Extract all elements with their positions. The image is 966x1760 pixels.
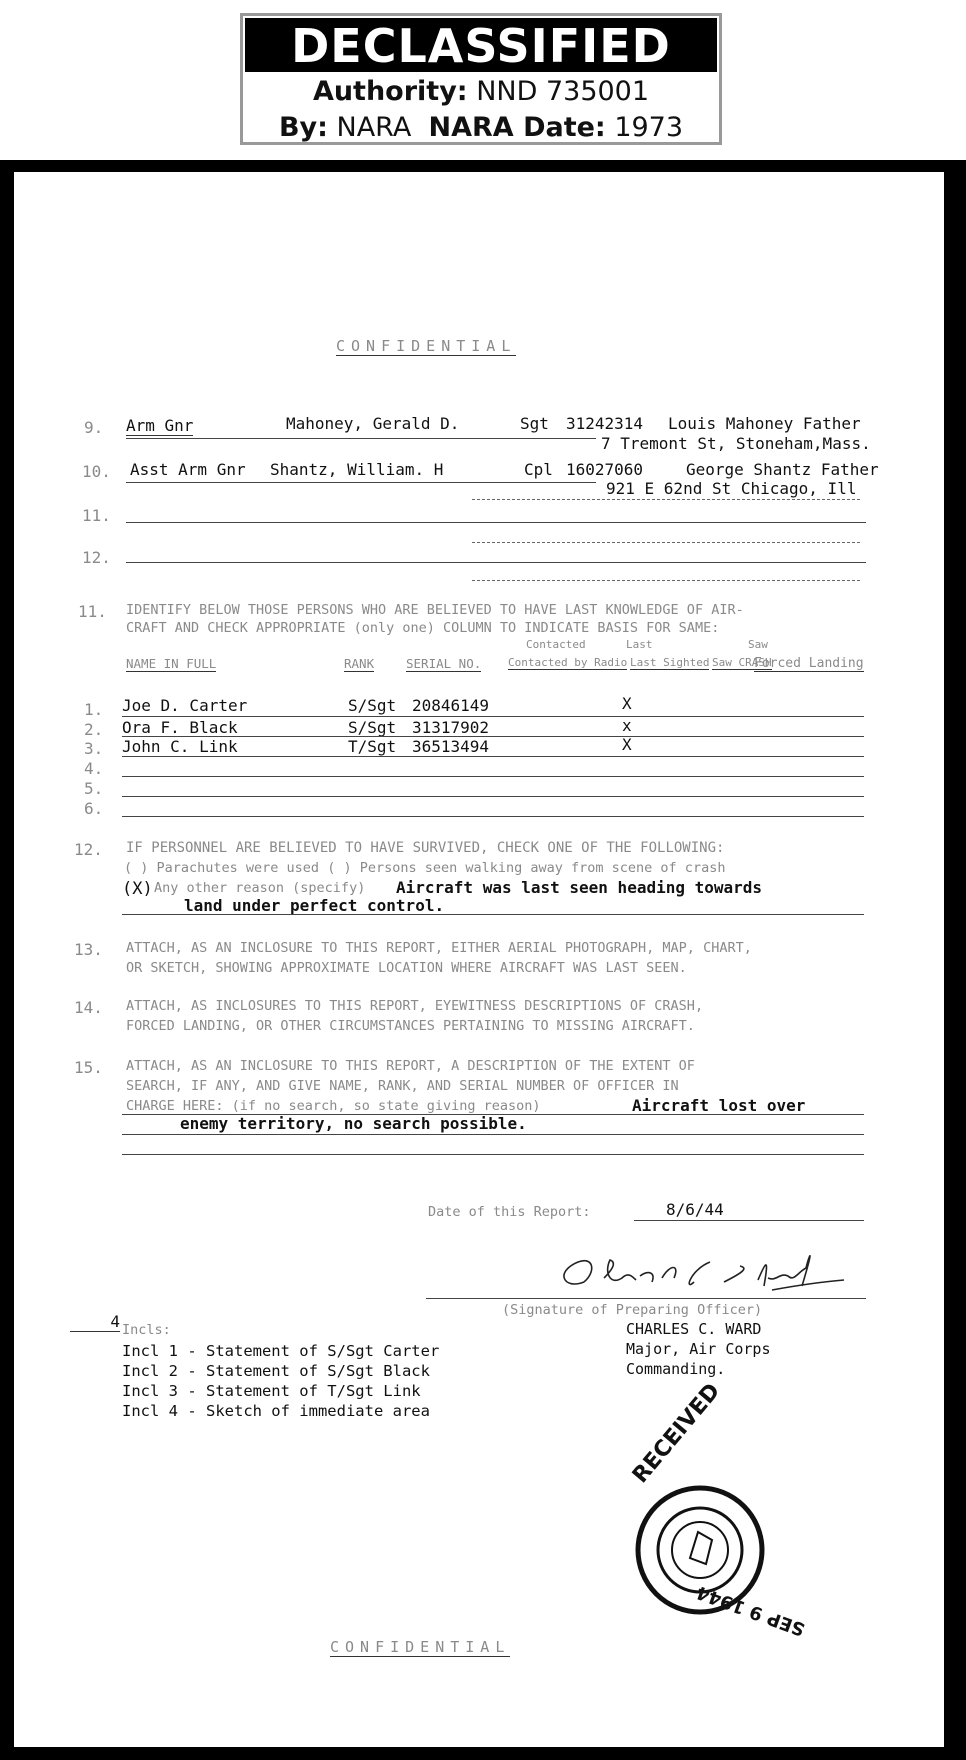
inclosure-item: Incl 1 - Statement of S/Sgt Carter (122, 1342, 440, 1360)
item12-answer: land under perfect control. (184, 896, 445, 915)
item12-line1: IF PERSONNEL ARE BELIEVED TO HAVE SURVIVED, CHECK ONE OF THE FOLLOWING: (126, 840, 725, 856)
column-header: SERIAL NO. (406, 656, 482, 671)
witness-serial: 31317902 (412, 718, 490, 737)
row-number: 1. (84, 700, 104, 719)
banner-title: DECLASSIFIED (245, 18, 717, 72)
footer-classification: CONFIDENTIAL (330, 1638, 511, 1656)
report-date-value: 8/6/44 (666, 1200, 724, 1219)
inclosures-label: Incls: (122, 1322, 171, 1338)
column-header: NAME IN FULL (126, 656, 217, 671)
table-row-line (122, 716, 864, 717)
crew-position: Arm Gnr (126, 416, 194, 435)
crew-serial: 31242314 (566, 414, 644, 433)
item15-line3: CHARGE HERE: (if no search, so state giving reason) (126, 1098, 541, 1114)
column-header: Forced Landing (754, 656, 864, 671)
answer-line (122, 1154, 864, 1155)
item13-line2: OR SKETCH, SHOWING APPROXIMATE LOCATION WHERE AIRCRAFT WAS LAST SEEN. (126, 960, 687, 976)
witness-serial: 20846149 (412, 696, 490, 715)
item-number: 11. (78, 602, 107, 621)
witness-rank: S/Sgt (348, 696, 397, 715)
scanned-page-background (0, 160, 966, 1760)
officer-command: Commanding. (626, 1360, 726, 1378)
date-line (634, 1220, 864, 1221)
row-number: 4. (84, 759, 104, 778)
crew-line (126, 522, 866, 523)
crew-rank: Sgt (520, 414, 549, 433)
crew-next-of-kin: Louis Mahoney Father (668, 414, 861, 433)
signature-caption: (Signature of Preparing Officer) (502, 1302, 763, 1318)
banner-authority: Authority: NND 735001 (312, 76, 650, 107)
crew-rank: Cpl (524, 460, 553, 479)
column-over-label: Contacted (526, 638, 586, 651)
item15-answer: enemy territory, no search possible. (180, 1114, 527, 1133)
crew-serial: 16027060 (566, 460, 644, 479)
crew-position: Asst Arm Gnr (130, 460, 246, 479)
answer-line (122, 1114, 864, 1115)
row-number: 6. (84, 799, 104, 818)
table-row-line (122, 756, 864, 757)
crew-address: 921 E 62nd St Chicago, Ill (606, 479, 857, 498)
officer-name: CHARLES C. WARD (626, 1320, 762, 1338)
crew-name: Mahoney, Gerald D. (286, 414, 460, 433)
row-number: 2. (84, 720, 104, 739)
other-reason-label: Any other reason (specify) (154, 880, 366, 896)
witness-check-mark: X (622, 735, 632, 754)
witness-check-mark: x (622, 716, 632, 735)
witness-name: Ora F. Black (122, 718, 238, 737)
row-number: 5. (84, 779, 104, 798)
inclosure-count: 4 (70, 1312, 120, 1332)
crew-name: Shantz, William. H (270, 460, 444, 479)
stamp-date-text: SEP 9 1944 (693, 1581, 808, 1640)
officer-title: Major, Air Corps (626, 1340, 771, 1358)
witness-rank: S/Sgt (348, 718, 397, 737)
witness-rank: T/Sgt (348, 737, 397, 756)
item15-line1: ATTACH, AS AN INCLOSURE TO THIS REPORT, A DESCRIPTION OF THE EXTENT OF (126, 1058, 695, 1074)
declassified-banner (240, 13, 722, 145)
crew-address: 7 Tremont St, Stoneham,Mass. (601, 434, 871, 453)
item11-line2: CRAFT AND CHECK APPROPRIATE (only one) COLUMN TO INDICATE BASIS FOR SAME: (126, 620, 720, 636)
table-row-line (122, 796, 864, 797)
header-classification: CONFIDENTIAL (336, 337, 517, 355)
other-reason-check: (X) (122, 879, 153, 899)
column-over-label: Saw (748, 638, 768, 651)
report-sheet (14, 172, 944, 1747)
witness-check-mark: X (622, 694, 632, 713)
report-date-label: Date of this Report: (428, 1204, 591, 1220)
item-number: 14. (74, 998, 103, 1017)
handwritten-signature (544, 1242, 864, 1306)
crew-next-of-kin: George Shantz Father (686, 460, 879, 479)
column-over-label: Last (626, 638, 653, 651)
item-number: 15. (74, 1058, 103, 1077)
table-row-line (122, 776, 864, 777)
column-header: RANK (344, 656, 375, 671)
item13-line1: ATTACH, AS AN INCLOSURE TO THIS REPORT, EITHER AERIAL PHOTOGRAPH, MAP, CHART, (126, 940, 752, 956)
item14-line1: ATTACH, AS INCLOSURES TO THIS REPORT, EYEWITNESS DESCRIPTIONS OF CRASH, (126, 998, 704, 1014)
column-header: Last Sighted (630, 656, 710, 669)
column-header: Saw CRASH (712, 656, 772, 669)
answer-line (122, 1134, 864, 1135)
row-number: 3. (84, 739, 104, 758)
crew-row-number: 11. (82, 506, 111, 525)
inclosure-item: Incl 2 - Statement of S/Sgt Black (122, 1362, 430, 1380)
crew-line (126, 482, 596, 483)
stamp-received-text: RECEIVED (628, 1378, 726, 1489)
table-row-line (122, 816, 864, 817)
item11-line1: IDENTIFY BELOW THOSE PERSONS WHO ARE BELIEVED TO HAVE LAST KNOWLEDGE OF AIR- (126, 602, 744, 618)
crew-row-number: 9. (84, 418, 104, 437)
answer-line (122, 914, 864, 915)
crew-line (126, 438, 596, 439)
item12-options: ( ) Parachutes were used ( ) Persons seen walking away from scene of crash (124, 860, 726, 876)
address-line (472, 499, 860, 500)
witness-name: John C. Link (122, 737, 238, 756)
banner-by: By: NARA NARA Date: 1973 (278, 112, 684, 143)
address-line (472, 542, 860, 543)
inclosure-item: Incl 3 - Statement of T/Sgt Link (122, 1382, 421, 1400)
item15-answer: Aircraft lost over (632, 1096, 806, 1115)
address-line (472, 580, 860, 581)
received-stamp (624, 1378, 864, 1672)
witness-name: Joe D. Carter (122, 696, 248, 715)
item14-line2: FORCED LANDING, OR OTHER CIRCUMSTANCES PERTAINING TO MISSING AIRCRAFT. (126, 1018, 695, 1034)
inclosure-item: Incl 4 - Sketch of immediate area (122, 1402, 430, 1420)
column-header: Contacted by Radio (508, 656, 628, 669)
stamp-seal-icon (624, 1432, 864, 1672)
item-number: 13. (74, 940, 103, 959)
item12-answer: Aircraft was last seen heading towards (396, 878, 763, 897)
witness-serial: 36513494 (412, 737, 490, 756)
crew-row-number: 10. (82, 462, 111, 481)
item-number: 12. (74, 840, 103, 859)
crew-line (126, 562, 866, 563)
crew-row-number: 12. (82, 548, 111, 567)
item15-line2: SEARCH, IF ANY, AND GIVE NAME, RANK, AND SERIAL NUMBER OF OFFICER IN (126, 1078, 679, 1094)
signature-line (426, 1298, 866, 1299)
